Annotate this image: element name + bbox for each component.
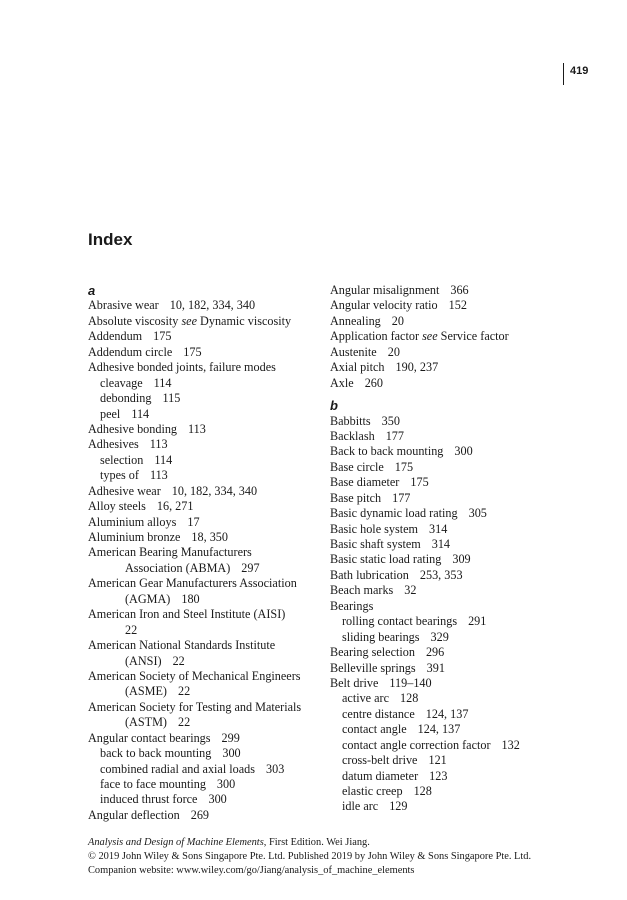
entry-pages: 128 — [400, 691, 419, 706]
index-entry — [88, 437, 328, 452]
entry-pages: 314 — [431, 537, 450, 551]
entry-pages: 177 — [392, 490, 411, 505]
index-column-right — [330, 283, 590, 815]
index-entry — [88, 499, 328, 514]
index-subentry — [330, 738, 590, 753]
index-column-left — [88, 283, 328, 823]
entry-term: back to back mounting — [100, 746, 212, 761]
entry-term: Adhesives — [88, 437, 139, 452]
entry-term: Basic dynamic load rating — [330, 506, 458, 521]
entry-term: datum diameter — [342, 768, 419, 783]
entry-pages: 296 — [425, 645, 445, 660]
entry-term: American National Standards Institute — [88, 638, 276, 653]
index-entry — [88, 638, 328, 653]
index-entry — [88, 700, 328, 715]
entry-pages: 123 — [429, 768, 448, 783]
index-subentry — [88, 376, 328, 391]
index-entry — [88, 545, 328, 560]
entry-pages: 16, 271 — [156, 499, 194, 514]
edition-author: , First Edition. Wei Jiang. — [263, 837, 370, 848]
entry-pages: 124, 137 — [425, 706, 469, 721]
index-subentry — [330, 722, 590, 737]
entry-term: (ANSI) — [125, 653, 162, 668]
entry-pages: 132 — [501, 737, 520, 752]
entry-term: Axial pitch — [330, 360, 385, 375]
entry-pages: 309 — [452, 552, 471, 567]
entry-pages: 299 — [221, 730, 240, 745]
index-entry — [88, 530, 328, 545]
entry-term: face to face mounting — [100, 777, 206, 791]
entry-pages: 291 — [468, 614, 487, 629]
entry-term: Aluminium bronze — [88, 530, 181, 544]
page-title: Index — [88, 230, 133, 249]
entry-term: cleavage — [100, 375, 143, 390]
entry-pages: 22 — [172, 653, 185, 668]
index-entry — [330, 645, 590, 660]
entry-term: Angular contact bearings — [88, 730, 211, 745]
index-entry-continuation — [88, 592, 328, 607]
index-subentry — [330, 784, 590, 799]
entry-pages: 115 — [162, 391, 181, 406]
entry-pages: 17 — [187, 514, 200, 529]
entry-pages: 305 — [468, 506, 487, 521]
see-reference-word: see — [181, 313, 197, 328]
entry-pages: 20 — [391, 313, 404, 328]
index-entry — [330, 676, 590, 691]
entry-pages: 114 — [154, 452, 173, 467]
index-entry — [330, 444, 590, 459]
index-entry — [88, 484, 328, 499]
entry-term: Adhesive bonded joints, failure modes — [88, 360, 276, 375]
entry-pages: 300 — [222, 746, 241, 761]
entry-term: Base diameter — [330, 475, 400, 490]
entry-pages: 10, 182, 334, 340 — [171, 483, 258, 498]
entry-term: Aluminium alloys — [88, 514, 177, 529]
entry-term: contact angle correction factor — [342, 737, 491, 752]
index-subentry — [88, 391, 328, 406]
index-entry — [330, 283, 590, 298]
entry-pages: 129 — [389, 799, 408, 814]
entry-term: induced thrust force — [100, 792, 198, 807]
footer-companion-website: Companion website: www.wiley.com/go/Jiang/analysis_of_machine_elements — [88, 864, 415, 876]
index-entry — [330, 475, 590, 490]
index-entry-continuation — [88, 623, 328, 638]
index-entry — [330, 522, 590, 537]
index-entry-continuation — [88, 561, 328, 576]
entry-pages: 314 — [429, 521, 448, 536]
index-entry — [330, 552, 590, 567]
entry-pages: 297 — [241, 560, 260, 575]
entry-pages: 303 — [266, 761, 285, 776]
index-entry — [88, 360, 328, 375]
entry-term: elastic creep — [342, 784, 403, 798]
entry-pages: 18, 350 — [191, 530, 228, 544]
index-entry — [330, 429, 590, 444]
index-entry — [330, 345, 590, 360]
entry-term: Basic shaft system — [330, 537, 421, 551]
index-subentry — [88, 777, 328, 792]
index-entry-continuation — [88, 715, 328, 730]
entry-term: American Society of Mechanical Engineers — [88, 668, 301, 683]
entry-term: idle arc — [342, 799, 379, 814]
entry-pages: 269 — [190, 807, 209, 822]
entry-pages: 152 — [448, 298, 467, 313]
entry-term: (AGMA) — [125, 591, 171, 606]
entry-pages: 114 — [131, 406, 150, 421]
index-entry — [88, 298, 328, 313]
entry-pages: 128 — [413, 784, 432, 798]
index-entry — [330, 298, 590, 313]
entry-term: Bearings — [330, 598, 374, 613]
entry-pages: 180 — [181, 591, 200, 606]
entry-term: Basic hole system — [330, 521, 419, 536]
index-subentry — [330, 769, 590, 784]
index-entry — [88, 576, 328, 591]
entry-term: Angular misalignment — [330, 283, 440, 297]
index-subentry — [88, 453, 328, 468]
entry-term: Back to back mounting — [330, 444, 444, 459]
entry-pages: 300 — [208, 792, 227, 807]
entry-term: Adhesive bonding — [88, 421, 178, 436]
entry-term: American Iron and Steel Institute (AISI) — [88, 607, 286, 622]
index-entry — [330, 376, 590, 391]
entry-pages: 175 — [394, 459, 414, 474]
entry-term: peel — [100, 406, 121, 421]
index-entry — [330, 599, 590, 614]
entry-pages: 114 — [153, 375, 172, 390]
entry-term: Absolute viscosity — [88, 313, 179, 328]
section-letter: b — [330, 398, 338, 414]
index-entry — [330, 360, 590, 375]
entry-pages: 124, 137 — [417, 722, 461, 737]
index-entry — [330, 583, 590, 598]
entry-term: active arc — [342, 691, 390, 706]
index-entry — [88, 314, 328, 329]
entry-pages: 121 — [428, 753, 447, 768]
index-entry-continuation — [88, 684, 328, 699]
entry-term: American Gear Manufacturers Association — [88, 576, 297, 591]
entry-term: Belt drive — [330, 675, 379, 690]
index-entry — [330, 414, 590, 429]
entry-pages: 22 — [177, 715, 191, 730]
entry-pages: 391 — [426, 660, 445, 675]
index-subentry — [330, 707, 590, 722]
index-subentry — [88, 468, 328, 483]
entry-term: Bath lubrication — [330, 567, 409, 582]
index-subentry — [330, 630, 590, 645]
index-entry — [88, 345, 328, 360]
page-number: 419 — [563, 63, 588, 85]
index-subentry — [330, 753, 590, 768]
index-entry — [88, 808, 328, 823]
entry-term: American Bearing Manufacturers — [88, 545, 252, 560]
entry-term: (ASME) — [125, 684, 167, 699]
entry-term: centre distance — [342, 706, 415, 721]
book-title: Analysis and Design of Machine Elements — [88, 837, 264, 848]
index-entry — [88, 329, 328, 344]
entry-term: Alloy steels — [88, 499, 146, 514]
entry-pages: 175 — [410, 475, 429, 490]
entry-pages: 366 — [450, 283, 469, 297]
entry-term: Abrasive wear — [88, 298, 159, 313]
entry-pages: 329 — [430, 629, 449, 644]
index-subentry — [88, 407, 328, 422]
entry-term: Addendum — [88, 329, 143, 344]
index-entry-continuation — [88, 654, 328, 669]
entry-term: combined radial and axial loads — [100, 761, 255, 776]
index-entry — [88, 422, 328, 437]
section-letter: a — [88, 283, 96, 298]
see-reference-word: see — [422, 329, 438, 344]
entry-term: Beach marks — [330, 583, 394, 598]
see-target: Service factor — [440, 329, 509, 344]
footer-copyright: © 2019 John Wiley & Sons Singapore Pte. Ltd. Published 2019 by John Wiley & Sons Singapore Pte. Ltd. — [88, 850, 532, 862]
index-subentry — [88, 792, 328, 807]
footer — [88, 836, 608, 877]
entry-term: Angular deflection — [88, 807, 180, 822]
index-subentry — [88, 746, 328, 761]
entry-term: Axle — [330, 375, 354, 390]
index-subentry — [88, 762, 328, 777]
entry-pages: 253, 353 — [419, 567, 463, 582]
index-entry — [330, 329, 590, 344]
index-entry — [330, 537, 590, 552]
entry-pages: 175 — [153, 329, 172, 344]
entry-term: cross-belt drive — [342, 753, 418, 768]
entry-term: Adhesive wear — [88, 483, 161, 498]
index-entry — [330, 506, 590, 521]
entry-term: Angular velocity ratio — [330, 298, 438, 313]
entry-pages: 260 — [364, 375, 383, 390]
entry-pages: 177 — [385, 428, 404, 443]
entry-term: Base circle — [330, 459, 384, 474]
entry-term: Addendum circle — [88, 344, 173, 359]
index-entry — [330, 491, 590, 506]
entry-term: Basic static load rating — [330, 552, 442, 567]
index-entry — [88, 515, 328, 530]
entry-term: Austenite — [330, 344, 377, 359]
entry-term: sliding bearings — [342, 629, 420, 644]
entry-pages: 300 — [216, 777, 236, 791]
section-gap — [330, 391, 590, 398]
entry-pages: 10, 182, 334, 340 — [169, 298, 256, 313]
entry-pages: 113 — [149, 437, 168, 452]
entry-pages: 350 — [381, 413, 400, 428]
index-entry — [330, 314, 590, 329]
entry-term: Bearing selection — [330, 645, 415, 660]
entry-pages: 190, 237 — [395, 360, 439, 375]
footer-title-line — [88, 836, 608, 850]
index-entry — [330, 568, 590, 583]
entry-pages: 32 — [404, 583, 417, 598]
index-entry — [330, 460, 590, 475]
entry-term: contact angle — [342, 722, 407, 737]
entry-term: Association (ABMA) — [125, 560, 231, 575]
index-subentry — [330, 614, 590, 629]
index-entry — [88, 731, 328, 746]
entry-pages: 119–140 — [389, 675, 432, 690]
entry-term: 22 — [125, 622, 138, 637]
entry-term: Belleville springs — [330, 660, 416, 675]
entry-term: Application factor — [330, 329, 420, 344]
entry-term: selection — [100, 452, 144, 467]
entry-pages: 175 — [183, 344, 202, 359]
entry-term: American Society for Testing and Materials — [88, 699, 302, 714]
entry-term: (ASTM) — [125, 715, 167, 730]
index-subentry — [330, 799, 590, 814]
entry-term: Base pitch — [330, 490, 382, 505]
entry-pages: 113 — [149, 468, 168, 483]
index-subentry — [330, 691, 590, 706]
see-target: Dynamic viscosity — [200, 313, 292, 328]
entry-term: Annealing — [330, 313, 381, 328]
entry-pages: 300 — [454, 444, 473, 459]
entry-pages: 20 — [387, 344, 400, 359]
entry-term: Backlash — [330, 428, 375, 443]
entry-term: Babbitts — [330, 413, 371, 428]
entry-term: rolling contact bearings — [342, 614, 458, 629]
entry-term: debonding — [100, 391, 152, 406]
index-entry — [88, 669, 328, 684]
index-entry — [330, 661, 590, 676]
entry-pages: 113 — [188, 421, 206, 436]
entry-term: types of — [100, 468, 139, 483]
entry-pages: 22 — [177, 684, 191, 699]
index-entry — [88, 607, 328, 622]
